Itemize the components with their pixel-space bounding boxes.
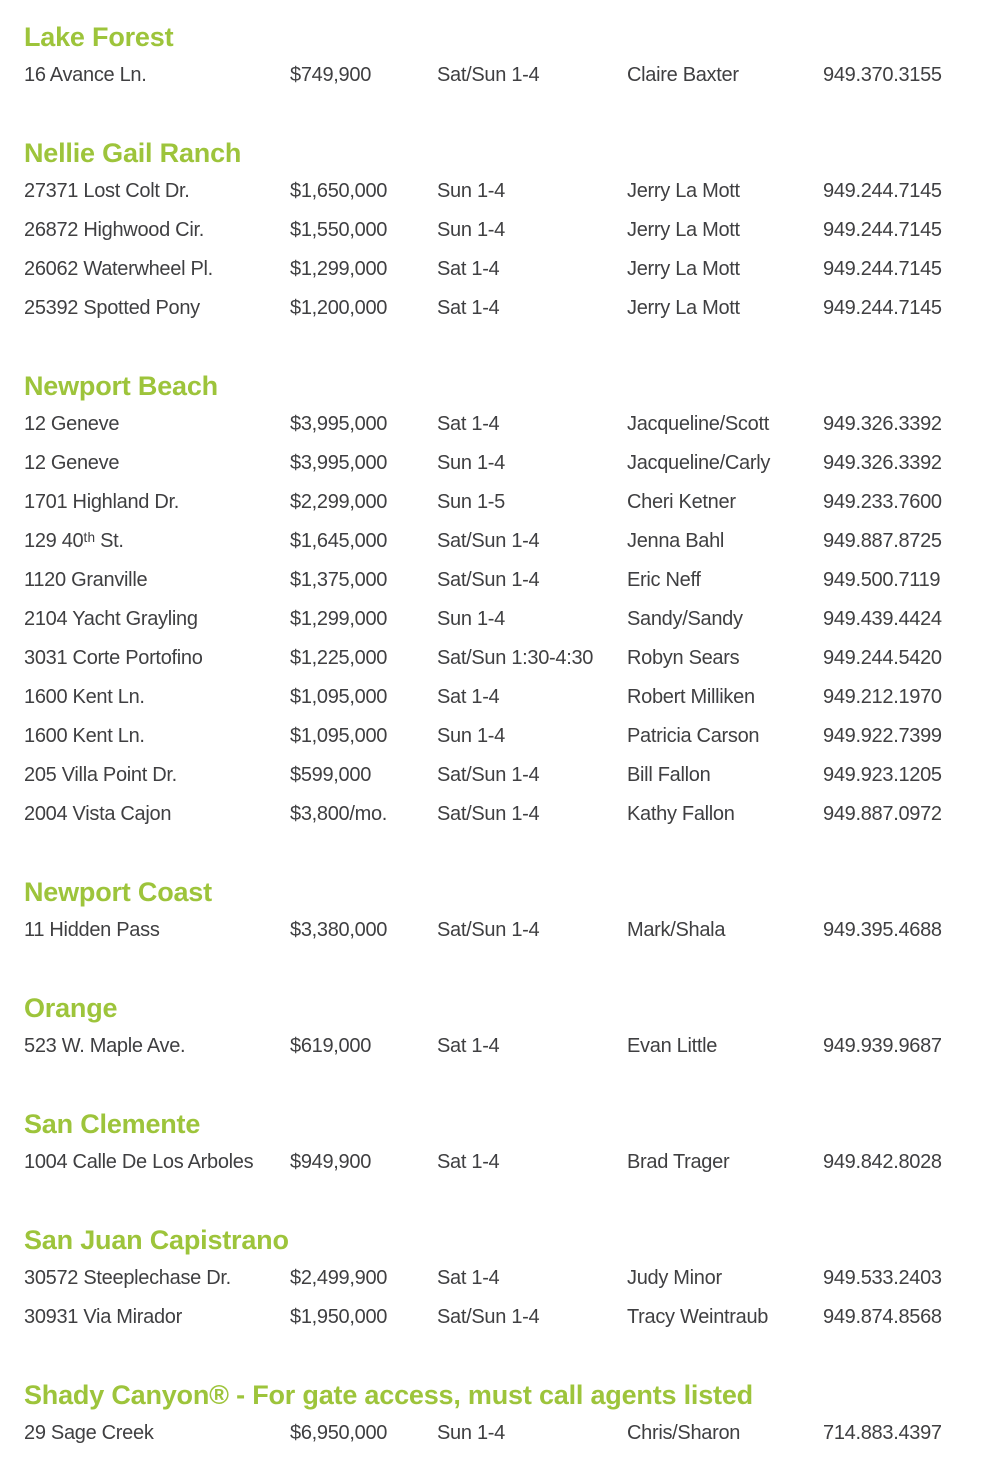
listing-row (24, 211, 962, 250)
listing-price: $1,299,000 (290, 608, 388, 630)
listing-row (24, 1298, 962, 1337)
listing-time: Sat/Sun 1-4 (437, 1306, 540, 1328)
listing-phone: 949.326.3392 (823, 413, 942, 435)
listing-address: 1600 Kent Ln. (24, 686, 145, 708)
listing-agent: Jacqueline/Scott (627, 413, 769, 435)
listing-address: 1701 Highland Dr. (24, 491, 180, 513)
listing-list (24, 56, 962, 95)
listing-agent: Jerry La Mott (627, 258, 740, 280)
listing-list (24, 911, 962, 950)
listing-price: $749,900 (290, 64, 372, 86)
listing-row (24, 289, 962, 328)
listing-time: Sat 1-4 (437, 1267, 500, 1289)
listing-phone: 949.244.5420 (823, 647, 942, 669)
listing-row (24, 639, 962, 678)
listing-price: $6,950,000 (290, 1422, 388, 1444)
listing-row (24, 1027, 962, 1066)
listing-agent: Judy Minor (627, 1267, 722, 1289)
listing-row (24, 795, 962, 834)
city-section (24, 876, 962, 950)
listing-row (24, 911, 962, 950)
listing-price: $1,650,000 (290, 180, 388, 202)
listing-phone: 949.533.2403 (823, 1267, 942, 1289)
city-section (24, 1224, 962, 1337)
listing-time: Sat 1-4 (437, 258, 500, 280)
listing-phone: 949.842.8028 (823, 1151, 942, 1173)
listing-address: 11 Hidden Pass (24, 919, 160, 941)
listing-price: $1,375,000 (290, 569, 388, 591)
listing-agent: Mark/Shala (627, 919, 726, 941)
listing-row (24, 444, 962, 483)
listing-row (24, 56, 962, 95)
listing-row (24, 1414, 962, 1453)
listing-agent: Jenna Bahl (627, 530, 725, 552)
listing-time: Sat/Sun 1:30-4:30 (437, 647, 594, 669)
listing-phone: 949.922.7399 (823, 725, 942, 747)
listing-time: Sat/Sun 1-4 (437, 764, 540, 786)
listing-phone: 949.923.1205 (823, 764, 942, 786)
listing-time: Sat 1-4 (437, 686, 500, 708)
city-heading: San Juan Capistrano (24, 1225, 289, 1255)
listing-price: $2,299,000 (290, 491, 388, 513)
listing-address: 26872 Highwood Cir. (24, 219, 204, 241)
listing-phone: 949.395.4688 (823, 919, 942, 941)
listing-address: 16 Avance Ln. (24, 64, 147, 86)
listing-time: Sun 1-4 (437, 725, 505, 747)
listing-time: Sat 1-4 (437, 297, 500, 319)
listing-time: Sat 1-4 (437, 1151, 500, 1173)
listing-address: 30931 Via Mirador (24, 1306, 182, 1328)
listing-row (24, 717, 962, 756)
listing-row (24, 250, 962, 289)
listing-agent: Claire Baxter (627, 64, 739, 86)
listing-agent: Sandy/Sandy (627, 608, 743, 630)
listing-address: 1004 Calle De Los Arboles (24, 1151, 254, 1173)
listing-time: Sun 1-4 (437, 180, 505, 202)
listing-agent: Jerry La Mott (627, 180, 740, 202)
listing-row (24, 405, 962, 444)
listing-address: 25392 Spotted Pony (24, 297, 200, 319)
listing-time: Sat/Sun 1-4 (437, 530, 540, 552)
listing-time: Sun 1-4 (437, 1422, 505, 1444)
listing-phone: 949.326.3392 (823, 452, 942, 474)
listing-agent: Brad Trager (627, 1151, 730, 1173)
listing-address: 1600 Kent Ln. (24, 725, 145, 747)
listing-agent: Jerry La Mott (627, 219, 740, 241)
listing-row (24, 483, 962, 522)
listing-time: Sat 1-4 (437, 1035, 500, 1057)
listing-phone: 949.244.7145 (823, 297, 942, 319)
listing-price: $1,095,000 (290, 686, 388, 708)
listing-phone: 949.212.1970 (823, 686, 942, 708)
listing-row (24, 756, 962, 795)
listing-time: Sun 1-4 (437, 608, 505, 630)
listing-time: Sun 1-4 (437, 452, 505, 474)
listing-row (24, 678, 962, 717)
listing-phone: 949.244.7145 (823, 219, 942, 241)
listing-price: $2,499,900 (290, 1267, 388, 1289)
listing-phone: 949.370.3155 (823, 64, 942, 86)
listing-price: $1,645,000 (290, 530, 388, 552)
listing-row (24, 522, 962, 561)
city-heading: Orange (24, 993, 118, 1023)
listing-phone: 949.939.9687 (823, 1035, 942, 1057)
open-house-list (24, 21, 962, 1453)
listing-agent: Kathy Fallon (627, 803, 735, 825)
listing-phone: 949.874.8568 (823, 1306, 942, 1328)
listing-agent: Evan Little (627, 1035, 718, 1057)
city-heading: Newport Coast (24, 877, 212, 907)
listing-price: $1,225,000 (290, 647, 388, 669)
listing-price: $949,900 (290, 1151, 372, 1173)
city-section (24, 992, 962, 1066)
listing-phone: 949.887.0972 (823, 803, 942, 825)
listing-price: $3,995,000 (290, 452, 388, 474)
listing-row (24, 1143, 962, 1182)
listing-price: $1,299,000 (290, 258, 388, 280)
listing-address: 26062 Waterwheel Pl. (24, 258, 213, 280)
city-heading: Nellie Gail Ranch (24, 138, 242, 168)
listing-phone: 949.439.4424 (823, 608, 942, 630)
listing-address: 3031 Corte Portofino (24, 647, 203, 669)
city-heading: San Clemente (24, 1109, 201, 1139)
listing-price: $619,000 (290, 1035, 372, 1057)
listing-time: Sat/Sun 1-4 (437, 64, 540, 86)
listing-agent: Jacqueline/Carly (627, 452, 771, 474)
listing-list (24, 172, 962, 328)
listing-agent: Chris/Sharon (627, 1422, 741, 1444)
listing-time: Sat/Sun 1-4 (437, 919, 540, 941)
city-heading: Lake Forest (24, 22, 174, 52)
listing-price: $1,550,000 (290, 219, 388, 241)
listing-agent: Eric Neff (627, 569, 701, 591)
listing-phone: 714.883.4397 (823, 1422, 942, 1444)
listing-address: 129 40ᵗʰ St. (24, 530, 124, 552)
listing-time: Sun 1-5 (437, 491, 505, 513)
listing-address: 12 Geneve (24, 452, 120, 474)
listing-agent: Patricia Carson (627, 725, 760, 747)
listing-address: 1120 Granville (24, 569, 148, 591)
listing-list (24, 1259, 962, 1337)
listing-address: 27371 Lost Colt Dr. (24, 180, 190, 202)
city-section (24, 1108, 962, 1182)
listing-time: Sat/Sun 1-4 (437, 803, 540, 825)
listing-row (24, 1259, 962, 1298)
listing-price: $1,950,000 (290, 1306, 388, 1328)
city-heading: Newport Beach (24, 371, 218, 401)
listing-time: Sun 1-4 (437, 219, 505, 241)
listing-time: Sat/Sun 1-4 (437, 569, 540, 591)
listing-phone: 949.887.8725 (823, 530, 942, 552)
listing-address: 29 Sage Creek (24, 1422, 154, 1444)
listing-list (24, 1143, 962, 1182)
listing-agent: Bill Fallon (627, 764, 711, 786)
city-section (24, 137, 962, 328)
listing-list (24, 1027, 962, 1066)
listing-row (24, 561, 962, 600)
listing-phone: 949.500.7119 (823, 569, 941, 591)
listing-time: Sat 1-4 (437, 413, 500, 435)
listing-agent: Robyn Sears (627, 647, 740, 669)
listing-row (24, 172, 962, 211)
city-section (24, 1379, 962, 1453)
listing-price: $599,000 (290, 764, 372, 786)
listing-price: $3,380,000 (290, 919, 388, 941)
listing-agent: Jerry La Mott (627, 297, 740, 319)
listing-phone: 949.244.7145 (823, 180, 942, 202)
city-section (24, 370, 962, 834)
listing-address: 12 Geneve (24, 413, 120, 435)
listing-agent: Robert Milliken (627, 686, 755, 708)
listing-address: 30572 Steeplechase Dr. (24, 1267, 231, 1289)
listing-agent: Tracy Weintraub (627, 1306, 769, 1328)
listing-price: $1,200,000 (290, 297, 388, 319)
listing-row (24, 600, 962, 639)
listing-price: $1,095,000 (290, 725, 388, 747)
listing-price: $3,800/mo. (290, 803, 388, 825)
listing-agent: Cheri Ketner (627, 491, 736, 513)
listing-phone: 949.233.7600 (823, 491, 942, 513)
city-heading: Shady Canyon® - For gate access, must call agents listed (24, 1380, 753, 1410)
listing-list (24, 405, 962, 834)
listing-address: 205 Villa Point Dr. (24, 764, 177, 786)
listing-address: 523 W. Maple Ave. (24, 1035, 186, 1057)
listing-phone: 949.244.7145 (823, 258, 942, 280)
listing-address: 2004 Vista Cajon (24, 803, 172, 825)
city-section (24, 21, 962, 95)
listing-address: 2104 Yacht Grayling (24, 608, 198, 630)
listing-price: $3,995,000 (290, 413, 388, 435)
listing-list (24, 1414, 962, 1453)
